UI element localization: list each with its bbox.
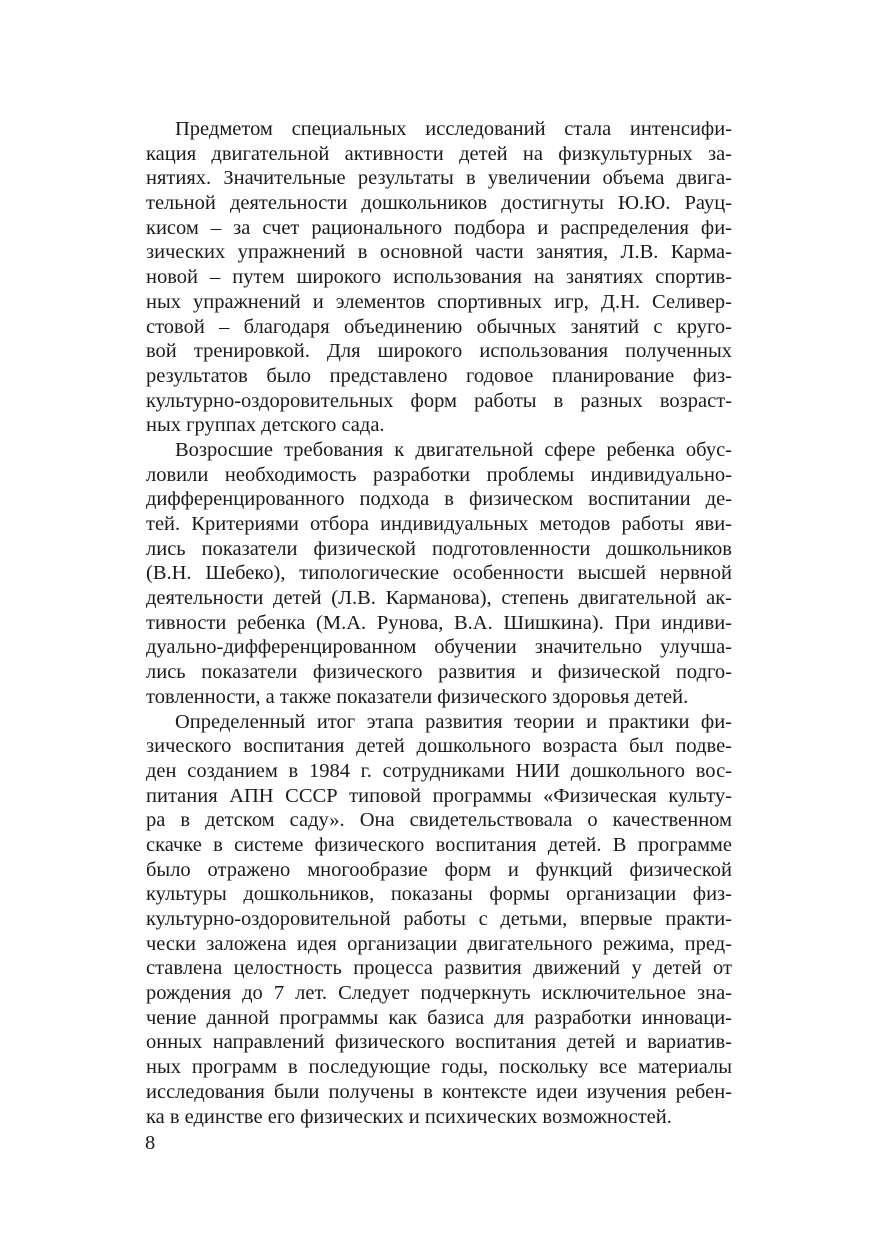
text-line: результатов было представлено годовое планирование физ-: [146, 364, 732, 387]
text-line: культурно-оздоровительных форм работы в разных возраст-: [146, 389, 732, 412]
text-line: ра в детском саду». Она свидетельствовала о качественном: [146, 809, 732, 832]
text-line: дифференцированного подхода в физическом воспитании де-: [146, 488, 732, 511]
text-line: ных программ в последующие годы, поскольку все материалы: [146, 1056, 732, 1079]
text-line: стовой – благодаря объединению обычных занятий с круго-: [146, 315, 732, 338]
paragraph: [146, 117, 732, 438]
text-line: онных направлений физического воспитания детей и вариатив-: [146, 1031, 732, 1054]
text-line: тельной деятельности дошкольников достигнуты Ю.Ю. Рауц-: [146, 192, 732, 215]
text-line: тей. Критериями отбора индивидуальных методов работы яви-: [146, 513, 732, 535]
text-line: ставлена целостность процесса развития движений у детей от: [146, 957, 732, 980]
text-line: деятельности детей (Л.В. Карманова), степень двигательной ак-: [146, 587, 732, 610]
text-line: чение данной программы как базиса для разработки инноваци-: [146, 1006, 732, 1029]
text-line: (В.Н. Шебеко), типологические особенности высшей нервной: [146, 562, 732, 585]
text-line: лись показатели физической подготовленности дошкольников: [146, 537, 732, 560]
text-line: Определенный итог этапа развития теории и практики фи-: [175, 710, 732, 733]
text-line: дуально-дифференцированном обучении значительно улучша-: [146, 636, 732, 659]
paragraph: [146, 438, 732, 710]
text-line: кисом – за счет рационального подбора и распределения фи-: [146, 216, 732, 239]
text-line: кация двигательной активности детей на физкультурных за-: [146, 142, 732, 165]
page-number: 8: [145, 1132, 156, 1154]
text-line: культурно-оздоровительной работы с детьми, впервые практи-: [146, 908, 732, 930]
text-line: ден созданием в 1984 г. сотрудниками НИИ дошкольного вос-: [146, 759, 732, 782]
text-line: вой тренировкой. Для широкого использования полученных: [146, 340, 732, 363]
text-line: было отражено многообразие форм и функций физической: [146, 858, 732, 881]
text-line: товленности, а также показатели физического здоровья детей.: [146, 685, 689, 708]
text-line: исследования были получены в контексте идеи изучения ребен-: [146, 1080, 732, 1103]
text-line: ловили необходимость разработки проблемы индивидуально-: [146, 463, 732, 486]
text-line: ных упражнений и элементов спортивных игр, Д.Н. Селивер-: [146, 290, 732, 313]
text-line: ных группах детского сада.: [146, 414, 385, 437]
text-line: скачке в системе физического воспитания детей. В программе: [146, 833, 732, 856]
text-line: питания АПН СССР типовой программы «Физическая культу-: [146, 784, 732, 807]
text-line: лись показатели физического развития и физической подго-: [146, 661, 732, 684]
text-line: рождения до 7 лет. Следует подчеркнуть исключительное зна-: [146, 982, 732, 1005]
text-line: чески заложена идея организации двигательного режима, пред-: [146, 932, 732, 955]
text-line: культуры дошкольников, показаны формы организации физ-: [146, 883, 732, 906]
text-line: зических упражнений в основной части занятия, Л.В. Карма-: [146, 241, 732, 264]
text-line: Предметом специальных исследований стала интенсифи-: [175, 118, 732, 140]
text-line: Возросшие требования к двигательной сфере ребенка обус-: [175, 438, 732, 461]
paragraph: [146, 710, 732, 1130]
text-line: нятиях. Значительные результаты в увеличении объема двига-: [146, 167, 732, 190]
body-text: [146, 117, 732, 1129]
text-line: зического воспитания детей дошкольного возраста был подве-: [146, 735, 732, 758]
text-line: новой – путем широкого использования на занятиях спортив-: [146, 266, 732, 289]
text-line: тивности ребенка (М.А. Рунова, В.А. Шишкина). При индиви-: [146, 611, 732, 634]
text-line: ка в единстве его физических и психических возможностей.: [146, 1105, 672, 1128]
